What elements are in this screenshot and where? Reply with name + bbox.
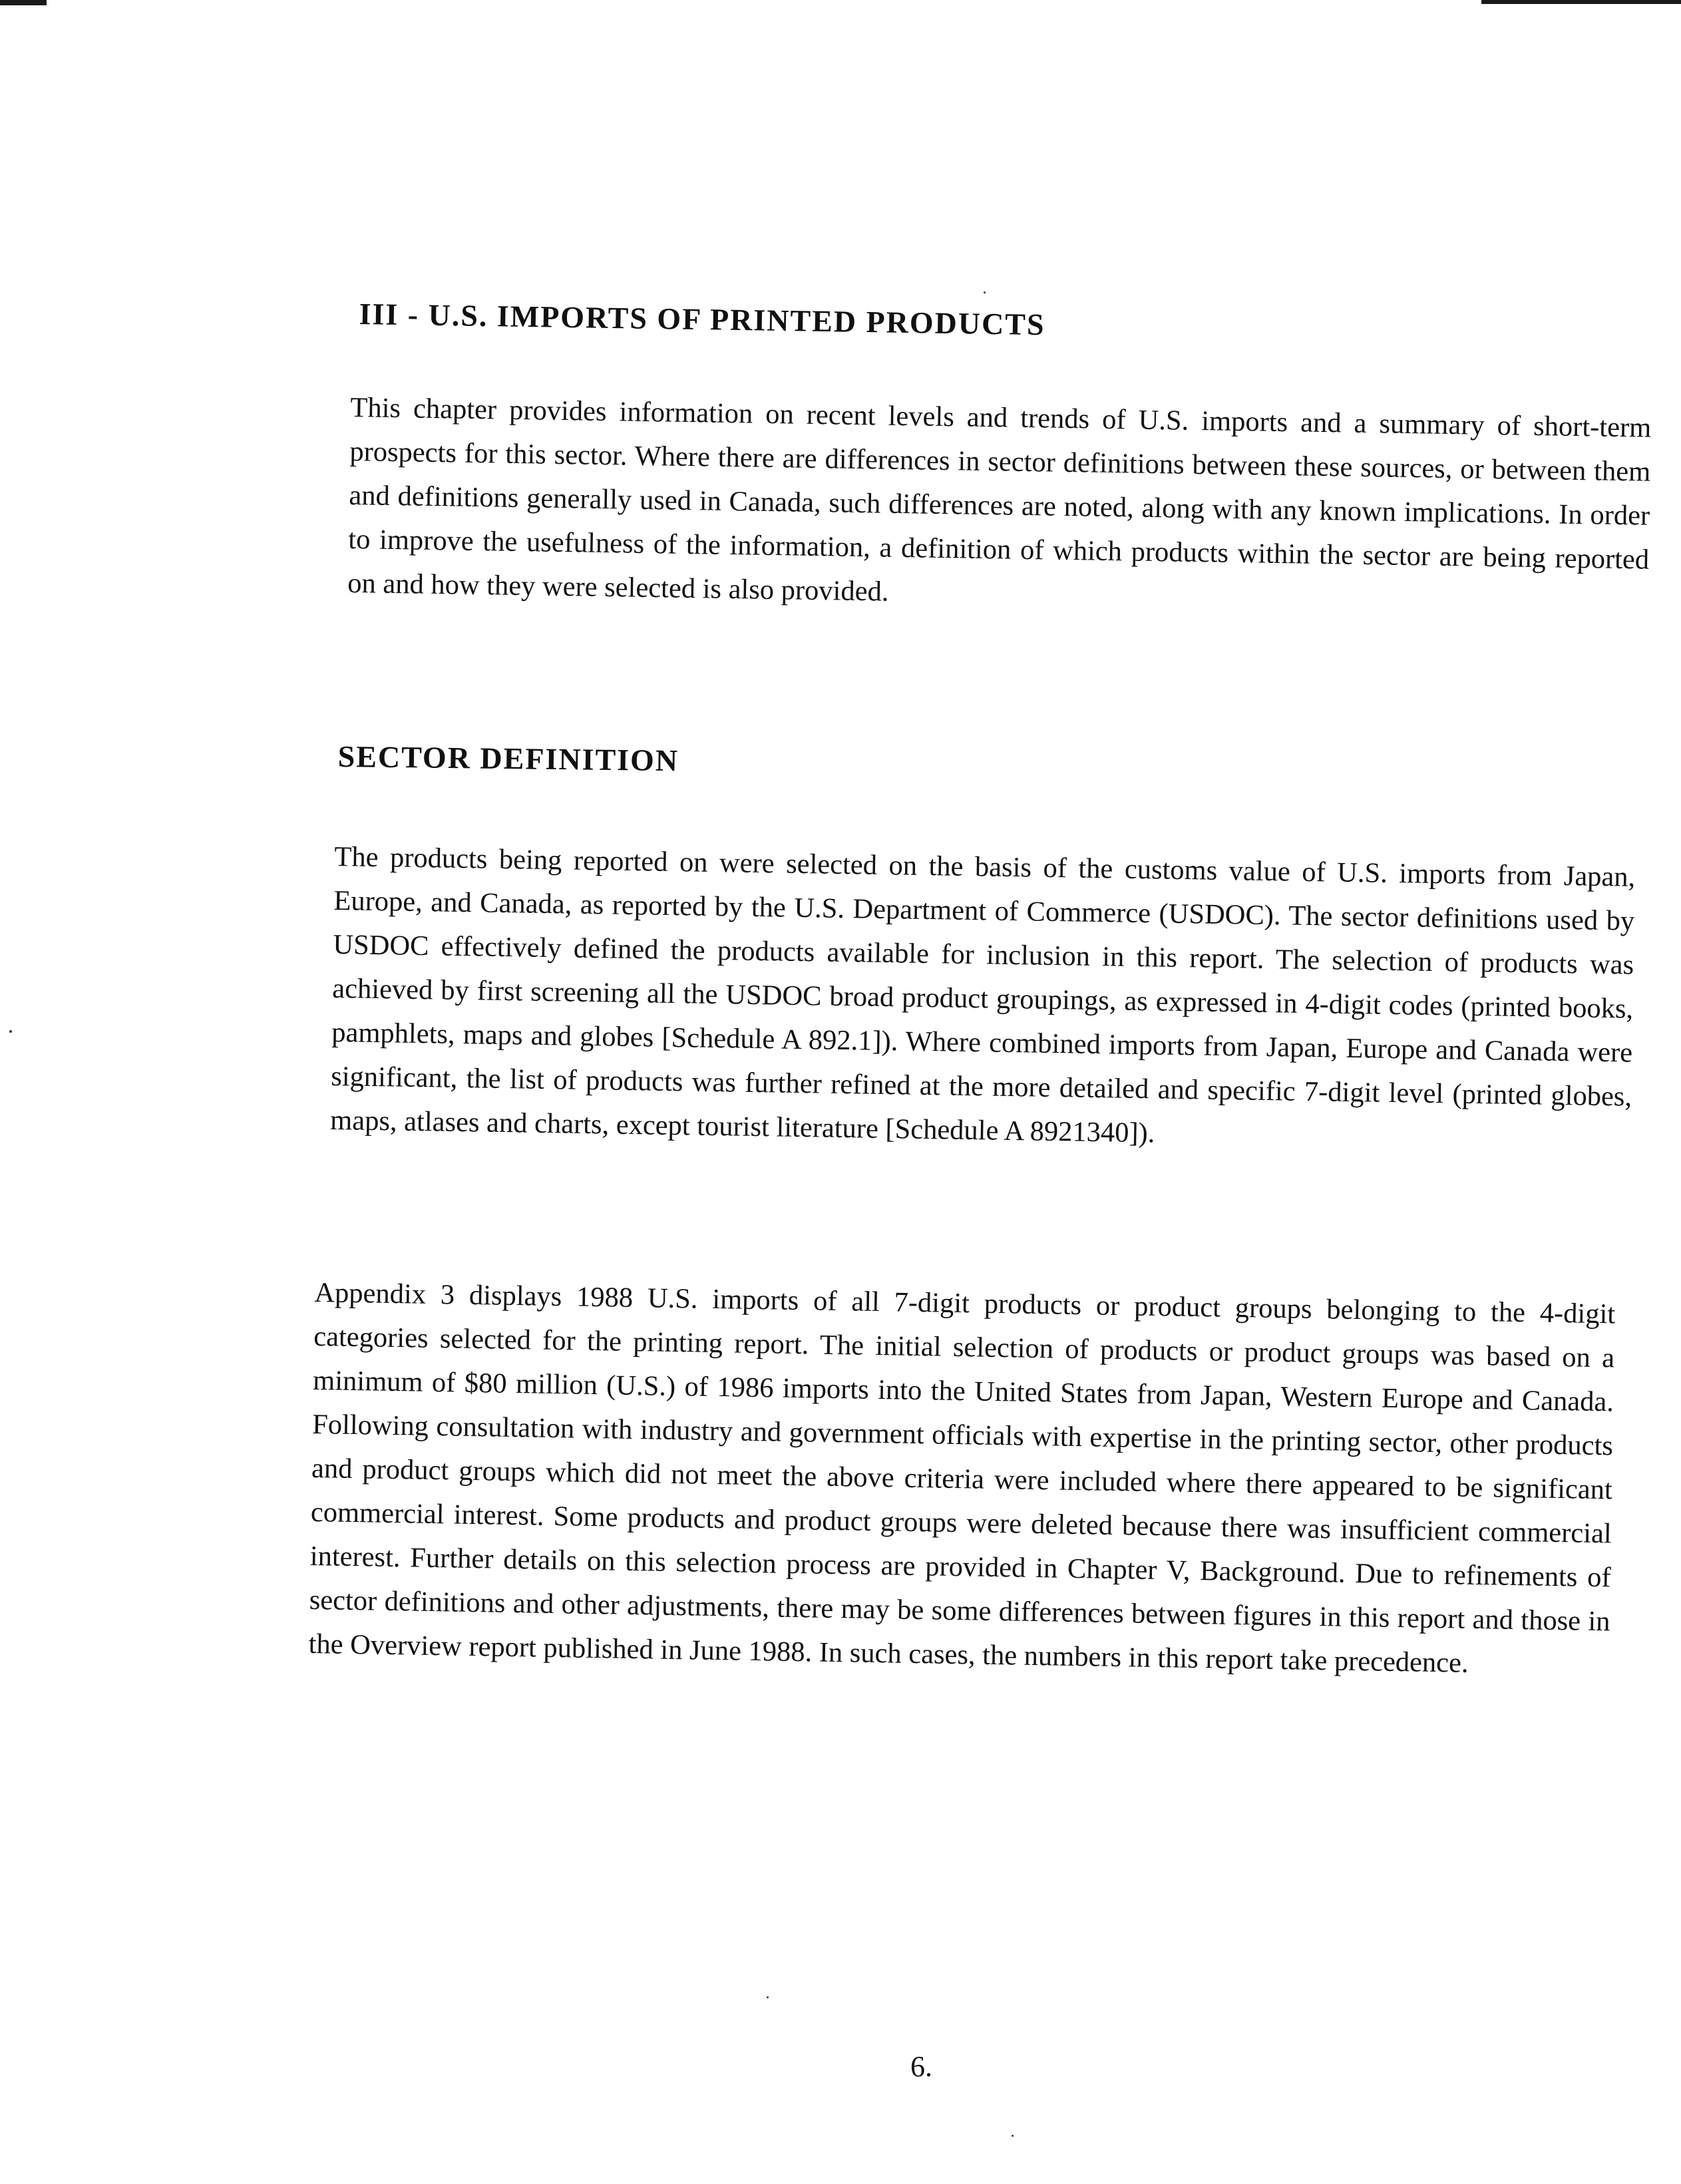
sector-definition-paragraph-1: The products being reported on were selected on the basis of the customs value of U.S. imports from Japan, Europe, and Canada, as reported by the U.S. Department of Commerce (USDOC). The sector definitions used by USDOC effectively defined the products available for inclusion in this report. The selection of products was achieved by first screening all the USDOC broad product groupings, as expressed in 4-digit codes (printed books, pamphlets, maps and globes [Schedule A 892.1]). Where combined imports from Japan, Europe and Canada were significant, the list of products was further refined at the more detailed and specific 7-digit level (printed globes, maps, atlases and charts, except tourist literature [Schedule A 8921340]). xyxy=(329,840,1636,1149)
scan-speck xyxy=(9,1030,12,1033)
sector-definition-paragraph-2: Appendix 3 displays 1988 U.S. imports of all 7-digit products or product groups belonging to the 4-digit categories selected for the printing report. The initial selection of products or product groups was based on a minimum of $80 million (U.S.) of 1986 imports into the United States from Japan, Western Europe and Canada. Following consultation with industry and government officials with expertise in the printing sector, other products and product groups which did not meet the above criteria were included where there appeared to be significant commercial interest. Some products and product groups were deleted because there was insufficient commercial interest. Further details on this selection process are provided in Chapter V, Background. Due to refinements of sector definitions and other adjustments, there may be some differences between figures in this report and those in the Overview report published in June 1988. In such cases, the numbers in this report take precedence. xyxy=(308,1276,1616,1679)
scan-edge-mark-left xyxy=(0,0,47,5)
scan-speck xyxy=(1012,2135,1014,2137)
intro-paragraph: This chapter provides information on recent levels and trends of U.S. imports and a summary of short-term prospects for this sector. Where there are differences in sector definitions between these sources, or between them and definitions generally used in Canada, such differences are noted, along with any known implications. In order to improve the usefulness of the information, a definition of which products within the sector are being reported on and how they were selected is also provided. xyxy=(347,391,1652,608)
chapter-title: III - U.S. IMPORTS OF PRINTED PRODUCTS xyxy=(359,296,1045,342)
page-number: 6. xyxy=(910,2050,932,2083)
section-heading-sector-definition: SECTOR DEFINITION xyxy=(337,739,679,778)
scan-edge-mark-right xyxy=(1481,0,1681,4)
scan-speck xyxy=(984,291,986,293)
scan-speck xyxy=(767,1996,769,1998)
